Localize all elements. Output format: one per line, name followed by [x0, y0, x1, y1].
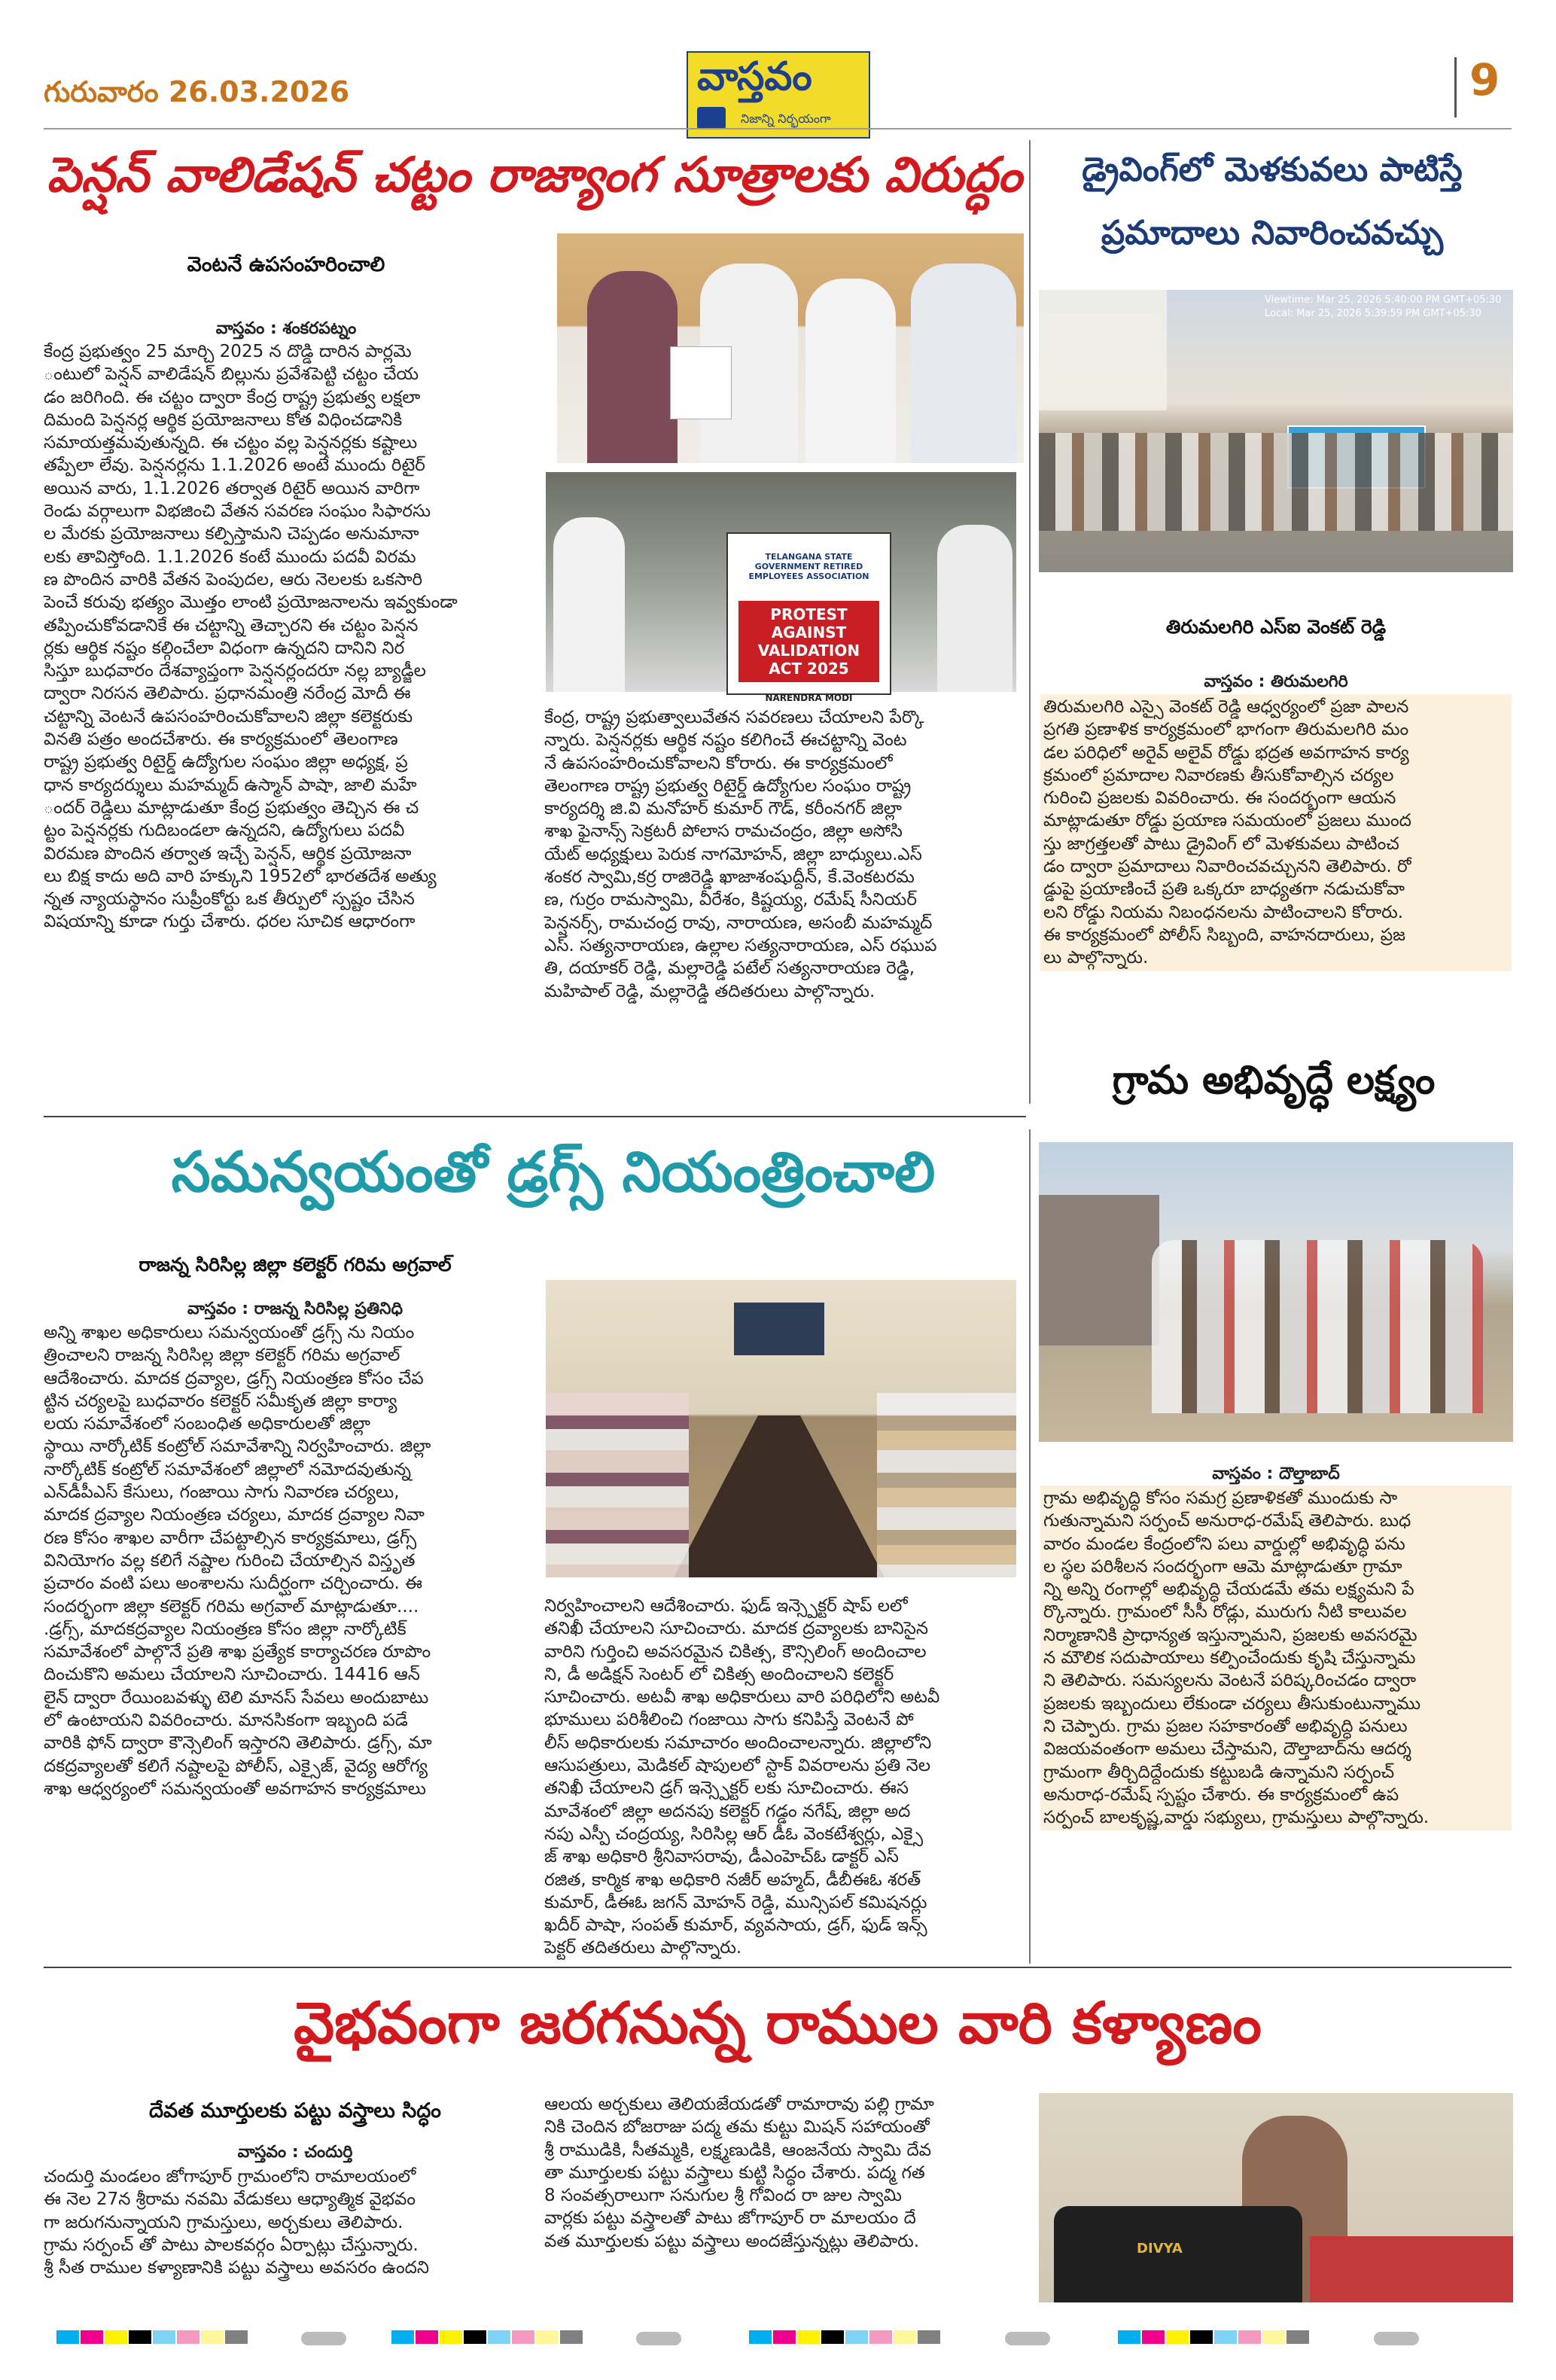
article5-col2: ఆలయ అర్చకులు తెలియజేయడతో రామారావు పల్లి గ్రామా నికి చెందిన బోజరాజు పద్మ తమ కుట్టు మిషన్ సహాయంతో శ్రీ రాముడికి, సీతమ్మకి, లక్ష్మణుడికి, ఆంజనేయ స్వామి దేవ తా మూర్తులకు పట్టు వస్త్రాలు కుట్టి సిద్ధం చేశారు. పద్మ గత 8 సంవత్సరాలుగా సనుగుల శ్రీ గోవింద రా జుల స్వామి వార్లకు పట్టు వస్త్రాలతో పాటు జోగాపూర్ రా మాలయం దే వత మూర్తులకు పట్టు వస్త్రాలు అందజేస్తున్నట్లు తెలిపారు.: [544, 2095, 934, 2251]
color-swatch: [129, 2330, 151, 2344]
color-swatch: [869, 2330, 892, 2344]
article2-photo-road-safety: [1039, 290, 1513, 572]
color-swatch: [153, 2330, 175, 2344]
color-swatch-group: [56, 2330, 249, 2347]
article5-photo-tailor: [1039, 2093, 1513, 2302]
article1-col2: కేంద్ర, రాష్ట్ర ప్రభుత్వాలువేతన సవరణలు చేయాలని పేర్కొ న్నారు. పెన్షనర్లకు ఆర్థిక నష్టం కలిగించే ఈచట్టాన్ని వెంట నే ఉపసంహరించుకోవాలని కోరారు. ఈ కార్యక్రమంలో తెలంగాణ రాష్ట్ర ప్రభుత్వ రిటైర్డ్ ఉద్యోగుల సంఘం రాష్ట్ర కార్యదర్శి జి.వి మనోహర్ కుమార్ గౌడ్, కరీంనగర్ జిల్లా శాఖ ఫైనాన్స్ సెక్రటరీ పోలాస రామచంద్రం, జిల్లా అసోసి యేట్ అధ్యక్షులు పెరుక నాగమోహన్, జిల్లా బాధ్యులు.ఎస్ శంకర స్వామి,కర్ర రాజిరెడ్డి ఖాజాశంషుద్దీన్, కే.వెంకటరమ ణ, గుర్రం రామస్వామి, వీరేశం, కిష్టయ్య, రమేష్ సీనియర్ పెన్షనర్స్, రామచంద్ర రావు, నారాయణ, అసంబీ మహమ్మద్ ఎస్. సత్యనారాయణ, ఉల్లాల సత్యనారాయణ, ఎస్ రఘుప తి, దయాకర్ రెడ్డి, మల్లారెడ్డి పటేల్ సత్యనారాయణ రెడ్డి, మహిపాల్ రెడ్డి, మల్లారెడ్డి తదితరులు పాల్గొన్నారు.: [544, 708, 937, 1001]
article2-subhead: తిరుమలగిరి ఎస్ఐ వెంకట్ రెడ్డి: [1165, 616, 1387, 638]
color-swatch: [440, 2330, 462, 2344]
color-swatch: [464, 2330, 486, 2344]
article4-photo-meeting: [546, 1280, 1016, 1577]
print-color-bar: [56, 2330, 1502, 2348]
screen-shape: [734, 1303, 824, 1355]
registration-mark: [301, 2332, 346, 2345]
article1-byline: వాస్తవం : శంకరపట్నం: [215, 319, 357, 338]
article2-headline-line1: డ్రైవింగ్‌లో మెళకువలు పాటిస్తే: [1082, 151, 1463, 189]
masthead-pen-icon: [697, 107, 726, 130]
banner-name: NARENDRA MODI: [765, 693, 853, 703]
color-swatch: [177, 2330, 199, 2344]
registration-mark: [1374, 2332, 1419, 2345]
person-shape: [937, 525, 1012, 692]
color-swatch: [1190, 2330, 1213, 2344]
color-swatch: [749, 2330, 772, 2344]
banner-org: TELANGANA STATE GOVERNMENT RETIRED EMPLOYEES ASSOCIATION: [748, 552, 869, 581]
color-swatch: [821, 2330, 844, 2344]
masthead-tagline: నిజాన్ని నిర్భయంగా: [741, 111, 831, 126]
map-inset: [1039, 290, 1167, 410]
color-swatch: [1166, 2330, 1189, 2344]
building-shape: [1039, 1195, 1159, 1345]
article4-col1: అన్ని శాఖల అధికారులు సమన్వయంతో డ్రగ్స్ ను నియం త్రించాలని రాజన్న సిరిసిల్ల జిల్లా కలెక్టర్ గరిమ అగ్రవాల్ ఆదేశించారు. మాదక ద్రవ్యాల, డ్రగ్స్ నియంత్రణ కోసం చేప ట్టిన చర్యలపై బుధవారం కలెక్టర్ సమీకృత జిల్లా కార్యా లయ సమావేశంలో సంబంధిత అధికారులతో జిల్లా స్థాయి నార్కోటిక్ కంట్రోల్ సమావేశాన్ని నిర్వహించారు. జిల్లా నార్కోటిక్ కంట్రోల్ సమావేశంలో జిల్లాలో నమోదవుతున్న ఎన్‌డీపీఎస్ కేసులు, గంజాయి సాగు నివారణ చర్యలు, మాదక ద్రవ్యాల నియంత్రణ చర్యలు, మాదక ద్రవ్యాల నివా రణ కోసం శాఖల వారీగా చేపట్టాల్సిన కార్యక్రమాలు, డ్రగ్స్ వినియోగం వల్ల కలిగే నష్టాల గురించి చేయాల్సిన విస్తృత ప్రచారం వంటి పలు అంశాలను సుదీర్ఘంగా చర్చించారు. ఈ సందర్భంగా జిల్లా కలెక్టర్ గరిమ అగ్రవాల్ మాట్లాడుతూ.... .డ్రగ్స్, మాదకద్రవ్యాల నియంత్రణ కోసం జిల్లా నార్కోటిక్ సమావేశంలో పాల్గొనే ప్రతి శాఖ ప్రత్యేక కార్యాచరణ రూపొం దించుకొని అమలు చేయాలని సూచించారు. 14416 ఆన్ లైన్ ద్వారా రేయింబవళ్ళు టెలి మానస్ సేవలు అందుబాటు లో ఉంటాయని వివరించారు. మానసికంగా ఇబ్బంది పడే వారికి ఫోన్ ద్వారా కౌన్సెలింగ్ ఇస్తారని తెలిపారు. డ్రగ్స్, మా దకద్రవ్యాలతో కలిగే నష్టాలపై పోలీస్, ఎక్సైజ్, వైద్య ఆరోగ్య శాఖ ఆధ్వర్యంలో సమన్వయంతో అవగాహన కార్యక్రమాలు: [44, 1323, 432, 1799]
color-swatch: [201, 2330, 224, 2344]
article5-byline: వాస్తవం : చందుర్తి: [237, 2143, 353, 2162]
color-swatch: [894, 2330, 916, 2344]
protest-banner: [726, 532, 891, 703]
color-swatch: [1214, 2330, 1237, 2344]
person-shape: [587, 271, 678, 463]
color-swatch: [391, 2330, 414, 2344]
article5-col1: చందుర్తి మండలం జోగాపూర్ గ్రామంలోని రామాలయంలో ఈ నెల 27న శ్రీరామ నవమి వేడుకలు ఆధ్యాత్మిక వైభవం గా జరుగనున్నాయని గ్రామస్తులు, అర్చకులు తెలిపారు. గ్రామ సర్పంచ్ తో పాటు పాలకవర్గం ఏర్పాట్లు చేస్తున్నారు. శ్రీ సీత రాముల కళ్యాణానికి పట్టు వస్త్రాలు అవసరం ఉందని: [44, 2167, 430, 2278]
column-divider: [1029, 140, 1031, 1104]
section-rule: [44, 1116, 1026, 1117]
article4-subhead: రాజన్న సిరిసిల్ల జిల్లా కలెక్టర్ గరిమ అగ్రవాల్: [139, 1254, 452, 1275]
attendees-right: [877, 1393, 1016, 1577]
color-swatch: [773, 2330, 796, 2344]
article2-headline-line2: ప్రమాదాలు నివారించవచ్చు: [1101, 214, 1444, 252]
color-swatch: [845, 2330, 868, 2344]
masthead-logo: [687, 51, 870, 139]
fabric-shape: [1310, 2236, 1513, 2302]
color-swatch: [105, 2330, 127, 2344]
article4-headline: సమన్వయంతో డ్రగ్స్ నియంత్రించాలి: [171, 1140, 936, 1205]
color-swatch: [1118, 2330, 1140, 2344]
color-swatch: [416, 2330, 438, 2344]
color-swatch: [918, 2330, 940, 2344]
color-swatch: [560, 2330, 583, 2344]
article1-photo-protest: [546, 472, 1016, 703]
article1-photo-memorandum: [557, 233, 1024, 463]
document-shape: [670, 346, 732, 419]
person-shape: [553, 517, 625, 692]
article3-body: గ్రామ అభివృద్ధి కోసం సమగ్ర ప్రణాళికతో ముందుకు సా గుతున్నామని సర్పంచ్ అనురాధ-రమేష్ తెలిపారు. బుధ వారం మండల కేంద్రంలోని పలు వార్డుల్లో అభివృద్ధి పను ల స్థల పరిశీలన సందర్భంగా ఆమె మాట్లాడుతూ గ్రామా న్ని అన్ని రంగాల్లో అభివృద్ధి చేయడమే తమ లక్ష్యమని పే ర్కొన్నారు. గ్రామంలో సీసీ రోడ్లు, మురుగు నీటి కాలువల నిర్మాణానికి ప్రాధాన్యత ఇస్తున్నామని, ప్రజలకు అవసరమై న మౌలిక సదుపాయాలు కల్పించేందుకు కృషి చేస్తున్నామ ని తెలిపారు. సమస్యలను వెంటనే పరిష్కరించడం ద్వారా ప్రజలకు ఇబ్బందులు లేకుండా చర్యలు తీసుకుంటున్నాము ని చెప్పారు. గ్రామ ప్రజల సహకారంతో అభివృద్ధి పనులు విజయవంతంగా అమలు చేస్తామని, దౌల్తాబాద్‌ను ఆదర్శ గ్రామంగా తీర్చిదిద్దేందుకు కట్టుబడి ఉన్నామని సర్పంచ్ అనురాధ-రమేష్ స్పష్టం చేశారు. ఈ కార్యక్రమంలో ఉప సర్పంచ్ బాలకృష్ణ,వార్డు సభ్యులు, గ్రామస్తులు పాల్గొన్నారు.: [1040, 1486, 1512, 1830]
page-number: 9: [1469, 54, 1500, 105]
color-swatch: [488, 2330, 510, 2344]
conference-table: [674, 1416, 885, 1577]
article3-photo-village-visit: [1039, 1142, 1513, 1442]
article5-headline: వైభవంగా జరగనున్న రాముల వారి కళ్యాణం: [294, 1989, 1262, 2056]
article5-subhead: దేవత మూర్తులకు పట్టు వస్త్రాలు సిద్ధం: [148, 2099, 441, 2122]
photo-timestamp: Viewtime: Mar 25, 2026 5:40:00 PM GMT+05:30: [1265, 294, 1502, 306]
photo-timestamp: Local: Mar 25, 2026 5:39:59 PM GMT+05:30: [1265, 308, 1481, 319]
header-divider: [1454, 57, 1457, 117]
color-swatch: [1262, 2330, 1285, 2344]
color-swatch: [81, 2330, 103, 2344]
registration-mark: [636, 2332, 681, 2345]
color-swatch-group: [749, 2330, 942, 2347]
attendees-left: [546, 1393, 689, 1577]
article1-headline: పెన్షన్ వాలిడేషన్ చట్టం రాజ్యాంగ సూత్రాలకు విరుద్ధం: [47, 148, 1022, 203]
people-group: [1152, 1240, 1483, 1413]
color-swatch-group: [1118, 2330, 1311, 2347]
banner-text: PROTEST AGAINST VALIDATION ACT 2025: [738, 601, 879, 682]
registration-mark: [1005, 2332, 1050, 2345]
article2-byline: వాస్తవం : తిరుమలగిరి: [1204, 672, 1348, 691]
color-swatch: [512, 2330, 534, 2344]
sewing-machine: [1054, 2206, 1302, 2302]
section-rule: [44, 1967, 1512, 1968]
color-swatch: [56, 2330, 79, 2344]
color-swatch-group: [391, 2330, 584, 2347]
header-rule: [44, 128, 1512, 130]
article1-col1: కేంద్ర ప్రభుత్వం 25 మార్చి 2025 న దొడ్డి దారిన పార్లమె ంటులో పెన్షన్ వాలిడేషన్ బిల్లును ప్రవేశపెట్టి చట్టం చేయ డం జరిగింది. ఈ చట్టం ద్వారా కేంద్ర రాష్ట్ర ప్రభుత్వ లక్షలా దిమంది పెన్షనర్ల ఆర్థిక ప్రయోజనాలు కోత విధించడానికి సమాయత్తమవుతున్నది. ఈ చట్టం వల్ల పెన్షనర్లకు కష్టాలు తప్పేలా లేవు. పెన్షనర్లను 1.1.2026 అంటే ముందు రిటైర్ అయిన వారు, 1.1.2026 తర్వాత రిటైర్ అయిన వారిగా రెండు వర్గాలుగా విభజించి వేతన సవరణ సంఘం సిఫారసు ల మేరకు ప్రయోజనాలు కల్పిస్తామని చెప్పడం అనుమానా లకు తావిస్తోంది. 1.1.2026 కంటే ముందు పదవీ విరమ ణ పొందిన వారికి వేతన పెంపుదల, ఆరు నెలలకు ఒకసారి పెంచే కరువు భత్యం మొత్తం లాంటి ప్రయోజనాలను ఇవ్వకుండా తప్పించుకోవడానికే ఈ చట్టాన్ని తెచ్చారని ఈ చట్టం పెన్షన ర్లకు ఆర్థిక నష్టం కల్గించేలా విధంగా ఉన్నదని దానిని నిర సిస్తూ బుధవారం దేశవ్యాప్తంగా పెన్షనర్లందరూ నల్ల బ్యాడ్జీల ద్వారా నిరసన తెలిపారు. ప్రధానమంత్రి నరేంద్ర మోదీ ఈ చట్టాన్ని వెంటనే ఉపసంహరించుకోవాలని జిల్లా కలెక్టరుకు వినతి పత్రం అందచేశారు. ఈ కార్యక్రమంలో తెలంగాణ రాష్ట్ర ప్రభుత్వ రిటైర్డ్ ఉద్యోగుల సంఘం జిల్లా అధ్యక్ష, ప్ర ధాన కార్యదర్శులు మహమ్మద్ ఉస్మాన్ పాషా, జాలి మహే ందర్ రెడ్డిలు మాట్లాడుతూ కేంద్ర ప్రభుత్వం తెచ్చిన ఈ చ ట్టం పెన్షనర్లకు గుదిబండలా ఉన్నదని, ఉద్యోగులు పదవీ విరమణ పొందిన తర్వాత ఇచ్చే పెన్షన్, ఆర్థిక ప్రయోజనా లు బిక్ష కాదు అది వారి హక్కుని 1952లో భారతదేశ అత్యు న్నత న్యాయస్థానం సుప్రీంకోర్టు ఒక తీర్పులో స్పష్టం చేసిన విషయాన్ని కూడా గుర్తు చేశారు. ధరల సూచిక ఆధారంగా: [44, 342, 458, 932]
person-shape: [805, 279, 896, 463]
color-swatch: [225, 2330, 248, 2344]
color-swatch: [1287, 2330, 1309, 2344]
article3-byline: వాస్తవం : దౌల్తాబాద్: [1212, 1464, 1340, 1483]
color-swatch: [1142, 2330, 1165, 2344]
color-swatch: [536, 2330, 559, 2344]
column-divider: [1029, 1129, 1031, 1964]
article2-body: తిరుమలగిరి ఎస్సై వెంకట్ రెడ్డి ఆధ్వర్యంలో ప్రజా పాలన ప్రగతి ప్రణాళిక కార్యక్రమంలో భాగంగా తిరుమలగిరి మం డల పరిధిలో అరైవ్ అలైవ్ రోడ్డు భద్రత అవగాహన కార్య క్రమంలో ప్రమాదాల నివారణకు తీసుకోవాల్సిన చర్యల గురించి ప్రజలకు వివరించారు. ఈ సందర్భంగా ఆయన మాట్లాడుతూ రోడ్డు ప్రయాణ సమయంలో ప్రజలు ముంద స్తు జాగ్రత్తలతో పాటు డ్రైవింగ్ లో మెళకువలు పాటించ డం ద్వారా ప్రమాదాలు నివారించవచ్చునని తెలిపారు. రో డ్డుపై ప్రయాణించే ప్రతి ఒక్కరూ బాధ్యతగా నడుచుకోవా లని రోడ్డు నియమ నిబంధనలను పాటించాలని కోరారు. ఈ కార్యక్రమంలో పోలీస్ సిబ్బంది, వాహనదారులు, ప్రజ లు పాల్గొన్నారు.: [1040, 694, 1512, 971]
people-row: [1039, 433, 1513, 531]
color-swatch: [1238, 2330, 1261, 2344]
article1-subhead: వెంటనే ఉపసంహరించాలి: [187, 253, 385, 276]
article4-col2: నిర్వహించాలని ఆదేశించారు. ఫుడ్ ఇన్స్పెక్టర్ షాప్ లలో తనిఖీ చేయాలని సూచించారు. మాదక ద్రవ్యాలకు బానిసైన వారిని గుర్తించి అవసరమైన చికిత్స, కౌన్సిలింగ్ అందించాల ని, డీ అడిక్షన్ సెంటర్ లో చికిత్స అందించాలని కలెక్టర్ సూచించారు. అటవీ శాఖ అధికారులు వారి పరిధిలోని అటవీ భూములు పరిశీలించి గంజాయి సాగు కనిపిస్తే వెంటనే పో లీస్ అధికారులకు సమాచారం అందించాలన్నారు. జిల్లాలోని ఆసుపత్రులు, మెడికల్ షాపులలో స్టాక్ వివరాలను ప్రతి నెల తనిఖీ చేయాలని డ్రగ్ ఇన్స్పెక్టర్ లకు సూచించారు. ఈస మావేశంలో జిల్లా అదనపు కలెక్టర్ గడ్డం నగేష్, జిల్లా అద నపు ఎస్పీ చంద్రయ్య, సిరిసిల్ల ఆర్ డీఓ వెంకటేశ్వర్లు, ఎక్సై జ్ శాఖ అధికారి శ్రీనివాసరావు, డీఎంహెచ్ఓ డాక్టర్ ఎస్ రజిత, కార్మిక శాఖ అధికారి నజీర్ అహ్మద్, డీబీఈఓ శరత్ కుమార్, డీఈఓ జగన్ మోహన్ రెడ్డి, మున్సిపల్ కమిషనర్లు ఖదీర్ పాషా, సంపత్ కుమార్, వ్యవసాయ, డ్రగ్, ఫుడ్ ఇన్స్ పెక్టర్ తదితరులు పాల్గొన్నారు.: [544, 1596, 940, 1958]
machine-brand: DIVYA: [1137, 2241, 1183, 2257]
masthead-title: వాస్తవం: [697, 54, 812, 99]
article3-headline: గ్రామ అభివృద్ధే లక్ష్యం: [1112, 1058, 1436, 1103]
color-swatch: [797, 2330, 820, 2344]
page-date: గురువారం 26.03.2026: [44, 75, 350, 108]
person-shape: [911, 264, 1016, 463]
article4-byline: వాస్తవం : రాజన్న సిరిసిల్ల ప్రతినిధి: [187, 1300, 403, 1318]
